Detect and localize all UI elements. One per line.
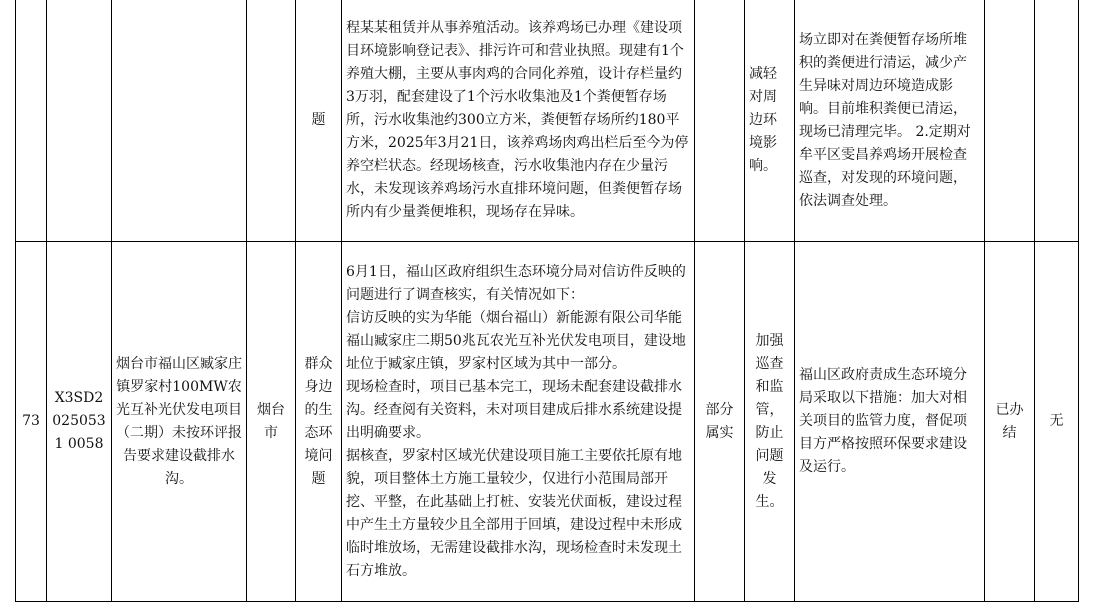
- cell-category: 题: [296, 0, 342, 242]
- table-row: [16, 0, 1079, 242]
- cell-status: [985, 0, 1035, 242]
- cell-no: 73: [16, 242, 47, 602]
- petition-table: [15, 0, 1079, 602]
- cell-measures: 场立即对在粪便暂存场所堆积的粪便进行清运，减少产生异味对周边环境造成影响。目前堆积粪便已清运，现场已清理完毕。 2.定期对牟平区雯昌养鸡场开展检查巡查，对发现的环境问题，依法调查处理。: [795, 0, 985, 242]
- cell-situation: [342, 242, 695, 602]
- cell-goal: 减轻对周边环境影响。: [745, 0, 795, 242]
- cell-situation: 程某某租赁并从事养殖活动。该养鸡场已办理《建设项目环境影响登记表》、排污许可和营业执照。现建有1个养殖大棚，主要从事肉鸡的合同化养殖，设计存栏量约3万羽，配套建设了1个污水收集池及1个粪便暂存场所，污水收集池约300立方米，粪便暂存场所约180平方米，2025年3月21日，该养鸡场肉鸡出栏后至今为停养空栏状态。经现场核查，污水收集池内存在少量污水，未发现该养鸡场污水直排环境问题，但粪便暂存场所内有少量粪便堆积，现场存在异味。: [342, 0, 695, 242]
- situation-paragraph: 现场检查时，项目已基本完工，现场未配套建设截排水沟。经查阅有关资料，未对项目建成后排水系统建设提出明确要求。: [346, 378, 682, 441]
- cell-accountability: [1035, 0, 1079, 242]
- cell-status: 已办结: [985, 242, 1035, 602]
- cell-code: X3SD20250531 0058: [47, 242, 112, 602]
- situation-paragraph: 据核查，罗家村区域光伏建设项目施工主要依托原有地貌，项目整体土方施工量较少，仅进行小范围局部开挖、平整，在此基础上打桩、安装光伏面板，建设过程中产生土方量较少且全部用于回填，建设过程中未形成临时堆放场，无需建设截排水沟，现场检查时未发现土石方堆放。: [346, 447, 682, 579]
- cell-no: [16, 0, 47, 242]
- situation-paragraph: 信访反映的实为华能（烟台福山）新能源有限公司华能福山臧家庄二期50兆瓦农光互补光伏发电项目，建设地址位于臧家庄镇，罗家村区域为其中一部分。: [346, 309, 686, 372]
- cell-city: 烟台市: [247, 242, 296, 602]
- cell-accountability: 无: [1035, 242, 1079, 602]
- cell-issue: 烟台市福山区臧家庄镇罗家村100MW农光互补光伏发电项目（二期）未按环评报告要求建设截排水沟。: [112, 242, 247, 602]
- cell-measures: 福山区政府责成生态环境分局采取以下措施：加大对相关项目的监管力度，督促项目方严格按照环保要求建设及运行。: [795, 242, 985, 602]
- cell-verdict: [695, 0, 745, 242]
- cell-category: 群众身边的生态环境问题: [296, 242, 342, 602]
- cell-goal: 加强巡查和监管，防止问题发生。: [745, 242, 795, 602]
- cell-issue: [112, 0, 247, 242]
- cell-verdict: 部分属实: [695, 242, 745, 602]
- table-row: [16, 242, 1079, 602]
- cell-city: [247, 0, 296, 242]
- cell-code: [47, 0, 112, 242]
- situation-paragraph: 6月1日，福山区政府组织生态环境分局对信访件反映的问题进行了调查核实，有关情况如下：: [346, 263, 686, 303]
